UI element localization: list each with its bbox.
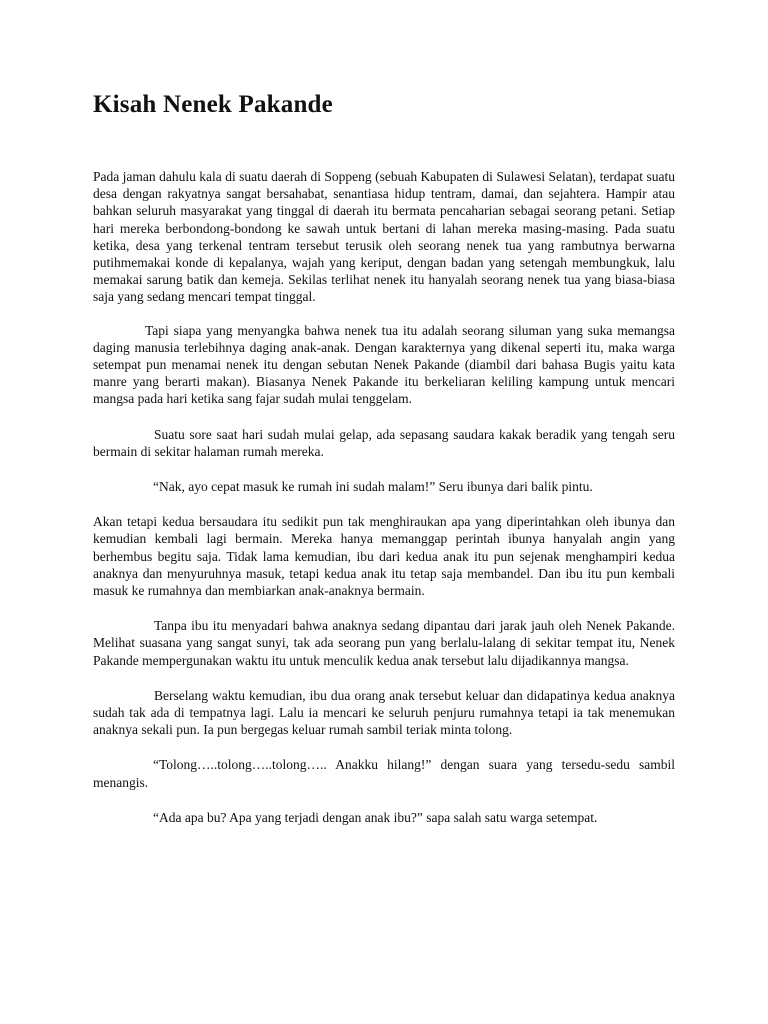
paragraph-8: “Tolong…..tolong…..tolong….. Anakku hilang!” dengan suara yang tersedu-sedu sambil menangis. (93, 757, 675, 790)
paragraph-6: Tanpa ibu itu menyadari bahwa anaknya sedang dipantau dari jarak jauh oleh Nenek Pakande. Melihat suasana yang sangat sunyi, tak ada seorang pun yang berlalu-lalang di sekitar tempat itu, Nenek Pakande mempergunakan waktu itu untuk menculik kedua anak tersebut lalu dijadikannya mangsa. (93, 618, 675, 668)
document-body (93, 168, 675, 844)
paragraph-9: “Ada apa bu? Apa yang terjadi dengan anak ibu?” sapa salah satu warga setempat. (153, 809, 598, 825)
paragraph-5: Akan tetapi kedua bersaudara itu sedikit pun tak menghiraukan apa yang diperintahkan oleh ibunya dan kemudian kembali lagi bermain. Mereka hanya memanggap perintah ibunya hanyalah angin yang berhembus begitu saja. Tidak lama kemudian, ibu dari kedua anak itu pun sejenak menghampiri kedua anaknya dan menyuruhnya masuk, tetapi kedua anak itu tetap saja membandel. Dan ibu itu pun kembali masuk ke rumahnya dan membiarkan anak-anaknya bermain. (93, 514, 675, 599)
paragraph-3: Suatu sore saat hari sudah mulai gelap, ada sepasang saudara kakak beradik yang tengah seru bermain di sekitar halaman rumah mereka. (93, 426, 675, 459)
paragraph-1: Pada jaman dahulu kala di suatu daerah di Soppeng (sebuah Kabupaten di Sulawesi Selatan), terdapat suatu desa dengan rakyatnya sangat bersahabat, senantiasa hidup tentram, damai, dan sejahtera. Hampir atau bahkan seluruh masyarakat yang tinggal di daerah itu bermata pencaharian sebagai seorang petani. Setiap hari mereka berbondong-bondong ke sawah untuk bertani di lahan mereka masing-masing. Pada suatu ketika, desa yang terkenal tentram tersebut terusik oleh seorang nenek tua yang rambutnya berwarna putihmemakai konde di kepalanya, wajah yang keriput, dengan badan yang setengah membungkuk, lalu memakai sarung batik dan kemeja. Sekilas terlihat nenek itu hanyalah seorang nenek tua yang biasa-biasa saja yang sedang mencari tempat tinggal. (93, 169, 675, 305)
paragraph-2: Tapi siapa yang menyangka bahwa nenek tua itu adalah seorang siluman yang suka memangsa daging manusia terlebihnya daging anak-anak. Dengan karakternya yang dikenal seperti itu, maka warga setempat pun menamai nenek itu dengan sebutan Nenek Pakande (diambil dari bahasa Bugis yaitu kata manre yang berarti makan). Biasanya Nenek Pakande itu berkeliaran keliling kampung untuk mencari mangsa pada hari ketika sang fajar sudah mulai tenggelam. (93, 322, 675, 407)
document-title: Kisah Nenek Pakande (93, 91, 333, 118)
paragraph-4: “Nak, ayo cepat masuk ke rumah ini sudah malam!” Seru ibunya dari balik pintu. (153, 479, 593, 495)
paragraph-7: Berselang waktu kemudian, ibu dua orang anak tersebut keluar dan didapatinya kedua anaknya sudah tak ada di tempatnya lagi. Lalu ia mencari ke seluruh penjuru rumahnya tetapi ia tak menemukan anaknya sekali pun. Ia pun bergegas keluar rumah sambil teriak minta tolong. (93, 687, 675, 738)
